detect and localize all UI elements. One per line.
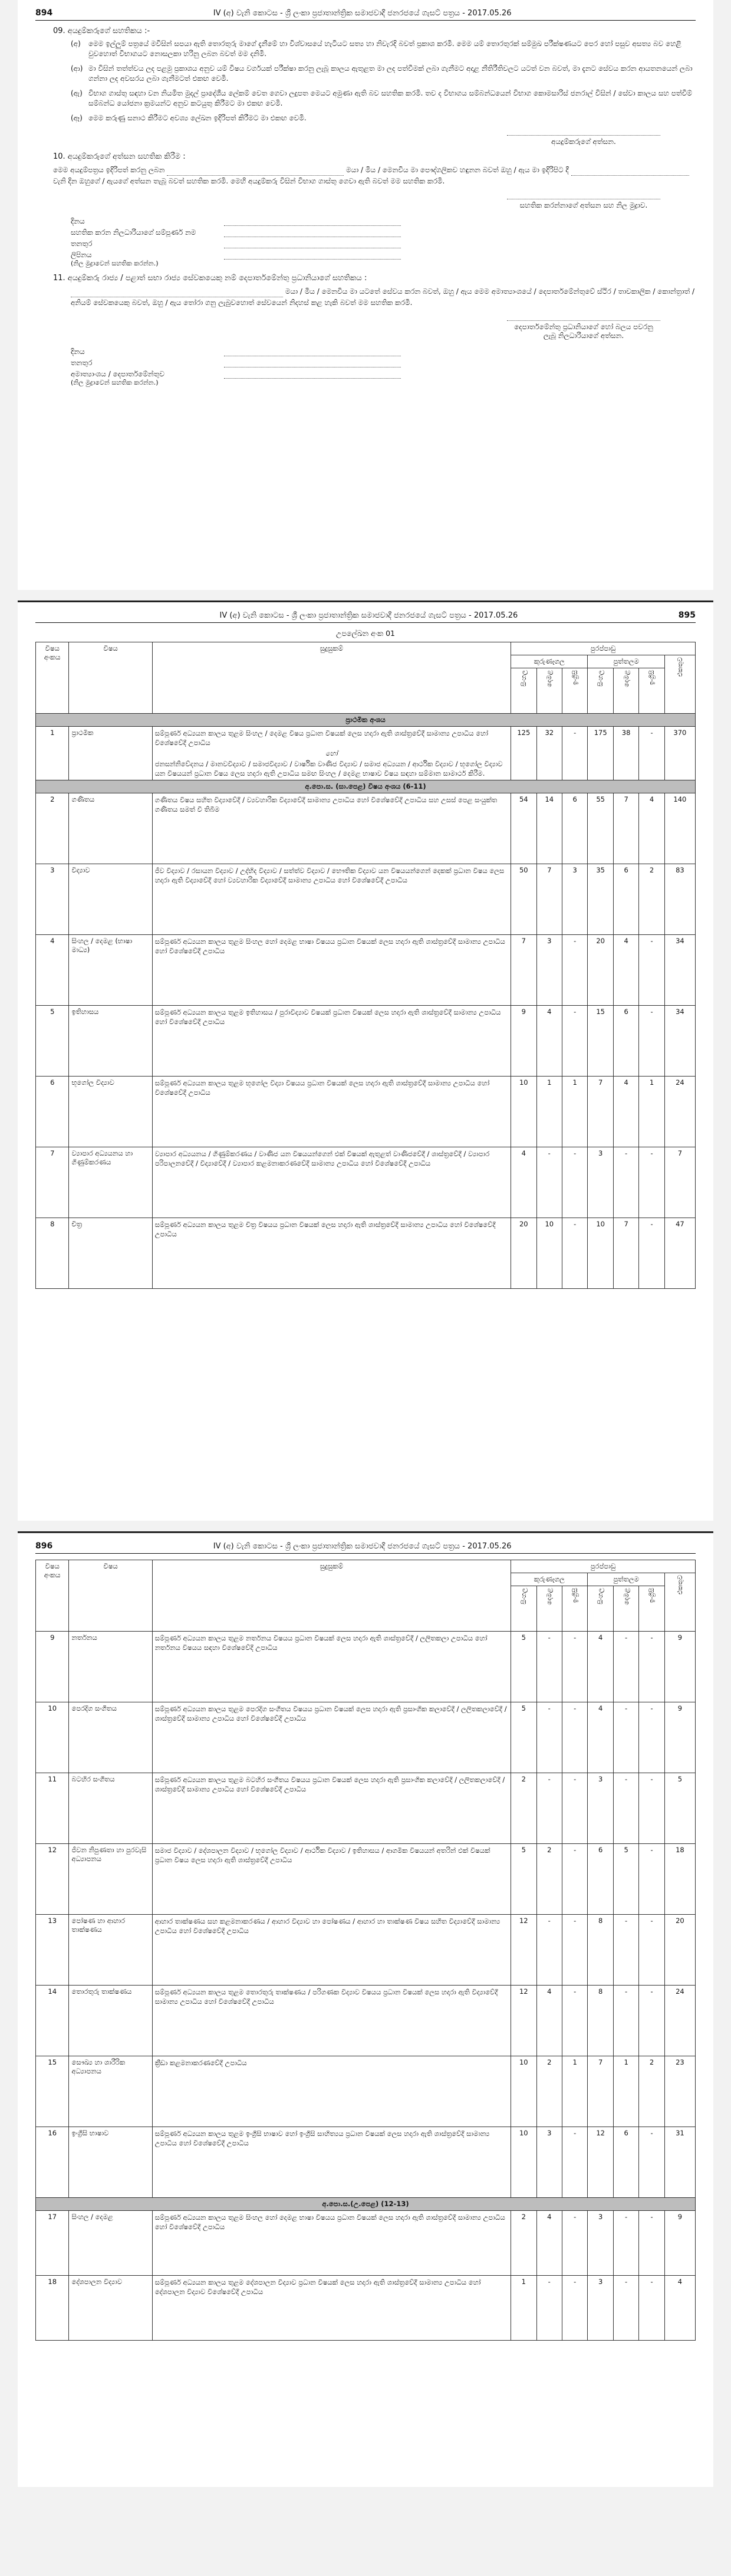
seal-note: (නිල මුද්‍රාවෙන් සහතික කරන්න.) xyxy=(71,379,159,386)
col-header-english: ඉංග්‍රීසි xyxy=(571,1588,579,1603)
vacancy-count: 4 xyxy=(588,1702,613,1773)
subject-name: ව්‍යාපාර අධ්‍යයනය හා ගිණුම්කරණය xyxy=(69,1147,152,1218)
vacancy-count: 4 xyxy=(588,1632,613,1702)
vacancy-count: 2 xyxy=(536,1844,562,1915)
vacancy-count: - xyxy=(613,2211,638,2276)
page-header xyxy=(35,8,696,21)
vacancy-count: 3 xyxy=(562,864,587,935)
vacancy-count: 2 xyxy=(536,2056,562,2127)
subject-number: 11 xyxy=(36,1773,69,1844)
vacancy-count: 55 xyxy=(588,793,613,864)
subject-name: ඉංග්‍රීසි භාෂාව xyxy=(69,2127,152,2198)
ministry-field[interactable] xyxy=(224,371,401,379)
vacancy-count: 3 xyxy=(588,1773,613,1844)
col-header-kurunegala: කුරුණෑගල xyxy=(511,655,588,668)
subject-name: සිංහල / දෙමළ xyxy=(69,2211,152,2276)
signature-line[interactable] xyxy=(507,128,660,136)
col-header-english: ඉංග්‍රීසි xyxy=(571,670,579,685)
table-row xyxy=(36,2276,696,2341)
subject-number: 9 xyxy=(36,1632,69,1702)
designation-field[interactable] xyxy=(224,241,401,248)
subject-number: 4 xyxy=(36,935,69,1006)
qualification-text: ජීව විද්‍යාව / රසායන විද්‍යාව / උද්භිද විද්‍යාව / සත්ත්ව විද්‍යාව / භෞතික විද්‍යාව යන විෂයයන්ගෙන් දෙකක් ප්‍රධාන විෂය ලෙස හදාරා ඇති විද්‍යාවේදී හෝ ව්‍යවහාරික විද්‍යාවේදී සාමාන්‍ය උපාධිය හෝ විශේෂවේදී උපාධිය xyxy=(152,864,511,935)
qualification-text: සම්පූර්ණ අධ්‍යයන කාලය තුළම සිංහල හෝ දෙමළ භාෂා විෂයය ප්‍රධාන විෂයක් ලෙස හදාරා ඇති ශාස්ත්‍රවේදී සාමාන්‍ය උපාධිය හෝ විශේෂවේදී උපාධිය xyxy=(152,2211,511,2276)
subject-name: නර්තනය xyxy=(69,1632,152,1702)
vacancy-total: 24 xyxy=(664,1077,695,1147)
head-signature-block xyxy=(35,313,660,340)
vacancy-count: 4 xyxy=(511,1147,536,1218)
qualification-text: සම්පූර්ණ අධ්‍යයන කාලය තුළම පෙරදිග සංගීතය විෂයය ප්‍රධාන විෂයක් ලෙස හදාරා ඇති ප්‍රසාංගික කලාවේදී / ලලිතකලාවේදී / ශාස්ත්‍රවේදී සාමාන්‍ය උපාධිය හෝ විශේෂවේදී උපාධිය xyxy=(152,1702,511,1773)
subject-number: 13 xyxy=(36,1915,69,1986)
vacancy-count: - xyxy=(639,1986,664,2056)
qualification-text: ව්‍යාපාර අධ්‍යයනය / ගිණුම්කරණය / වාණිජ යන විෂයයන්ගෙන් එක් විෂයක් ඇතුළත් වාණිජවේදී / ශාස්ත්‍රවේදී / ව්‍යාපාර පරිපාලනවේදී / විද්‍යාවේදී / ව්‍යාපාර කළමනාකරණවේදී සාමාන්‍ය උපාධිය හෝ විශේෂවේදී උපාධිය xyxy=(152,1147,511,1218)
col-header-total: එකතුව xyxy=(676,1575,684,1595)
col-header-qualifications: සුදුසුකම් xyxy=(152,642,511,714)
vacancy-count: - xyxy=(639,2211,664,2276)
col-header-total: එකතුව xyxy=(676,657,684,677)
address-field[interactable] xyxy=(224,252,401,260)
vacancy-table-continued xyxy=(35,1560,696,2341)
declaration-item: (අ) මෙම ඉල්ලුම් පත්‍රයේ මවිසින් සපයා ඇති තොරතුරු මාගේ දැනීමේ හා විශ්වාසයේ හැටියට සත්‍ය හා නිවැරදි බවත් ප්‍රකාශ කරමි. මෙම යම් තොරතුරක් සම්මුඛ පරීක්ෂණයට පෙර හෝ පසුව අසත්‍ය බව හෙළි වුවහොත් විභාගයට නොසලකා හරිනු ලබන බවත් මම දනිමි. xyxy=(71,40,681,58)
qualification-text: සම්පූර්ණ අධ්‍යයන කාලය තුළම තොරතුරු තාක්ෂණය / පරිගණක විද්‍යාව විෂයය ප්‍රධාන විෂයක් ලෙස හදාරා ඇති විද්‍යාවේදී සාමාන්‍ය උපාධිය හෝ විශේෂවේදී උපාධිය xyxy=(152,1986,511,2056)
vacancy-count: 4 xyxy=(536,2211,562,2276)
vacancy-count: 3 xyxy=(588,1147,613,1218)
vacancy-count: - xyxy=(639,1773,664,1844)
vacancy-count: 12 xyxy=(511,1986,536,2056)
vacancy-count: - xyxy=(639,2276,664,2341)
table-row xyxy=(36,1632,696,1702)
vacancy-total: 83 xyxy=(664,864,695,935)
vacancy-count: 5 xyxy=(613,1844,638,1915)
rows-al xyxy=(36,2211,696,2341)
vacancy-count: - xyxy=(562,935,587,1006)
rows-ol-part1 xyxy=(36,793,696,1289)
col-header-sinhala: සිංහල xyxy=(519,1588,528,1604)
vacancy-total: 34 xyxy=(664,1006,695,1077)
signature-label: සහතික කරන්නාගේ අත්සන සහ නිල මුද්‍රාව. xyxy=(519,201,648,209)
vacancy-count: 5 xyxy=(511,1844,536,1915)
head-certification-text: මයා / මිය / මෙනවිය මා යටතේ සේවය කරන බවත්, ඔහු / ඇය මෙම අමාත්‍යාංශයේ / දෙපාර්තමේන්තුවේ ස්ථිර / තාවකාලික / කොන්ත්‍රාත් / අනියම් සේවකයෙකු බවත්, ඔහු / ඇය තෝරා ගනු ලැබුවහොත් සේවයෙන් නිදහස් කළ හැකි බවත් මම සහතික කරමි. xyxy=(71,287,695,307)
vacancy-count: 10 xyxy=(511,2056,536,2127)
vacancy-count: - xyxy=(536,1773,562,1844)
vacancy-count: 9 xyxy=(511,1006,536,1077)
subject-number: 16 xyxy=(36,2127,69,2198)
vacancy-count: - xyxy=(562,2127,587,2198)
vacancy-total: 9 xyxy=(664,2211,695,2276)
vacancy-count: 10 xyxy=(536,1218,562,1289)
vacancy-count: - xyxy=(536,1632,562,1702)
vacancy-count: 12 xyxy=(511,1915,536,1986)
declaration-item: (ආ) මා විසින් තත්ත්වය ලද පළමු ප්‍රකාශය අනුව යම් විෂය වර්ගයක් පරීක්ෂා කරනු ලැබූ කාලය ඇතුළත මා ලද පත්වීමක් ලබා ගැනීමට අදාළ නීතිරීතිවලට යටත් වන බවත්, මා දැනට සේවය කරන ආයතනයෙන් ලබා ගන්නා ලද අවසරය ලබා ගැනීමටත් එකඟ වෙමි. xyxy=(71,64,693,83)
rows-ol-part2 xyxy=(36,1632,696,2198)
page-number: 895 xyxy=(678,611,696,620)
qualification-text: සම්පූර්ණ අධ්‍යයන කාලය තුළම සිංහල හෝ දෙමළ භාෂා විෂයය ප්‍රධාන විෂයක් ලෙස හදාරා ඇති ශාස්ත්‍රවේදී සාමාන්‍ය උපාධිය හෝ විශේෂවේදී උපාධිය xyxy=(152,935,511,1006)
section-band: ප්‍රාථමික අංශය xyxy=(36,714,696,727)
signature-line[interactable] xyxy=(507,313,660,321)
certification-text: මෙම අයදුම්පත්‍රය ඉදිරිපත් කරනු ලබන මයා / මිය / මෙනවිය මා පෞද්ගලිකව හඳුනන බවත් ඔහු / ඇය මා ඉදිරිපිට දී වැනි දින ඔහුගේ / ඇයගේ අත්සන තැබූ බවත් සහතික කරමි. මෙහි අයදුම්කරු විසින් විභාග ගාස්තු ගෙවා ඇති බවත් මම සහතික කරමි. xyxy=(53,165,696,187)
vacancy-count: - xyxy=(613,1986,638,2056)
field-label: දිනය xyxy=(71,217,85,225)
vacancy-count: - xyxy=(562,1915,587,1986)
subject-number: 14 xyxy=(36,1986,69,2056)
head-details xyxy=(71,345,696,387)
table-row xyxy=(36,1702,696,1773)
col-header-tamil: දෙමළ xyxy=(545,670,554,687)
col-header-puttalam: පුත්තලම xyxy=(588,655,664,668)
vacancy-total: 31 xyxy=(664,2127,695,2198)
vacancy-count: - xyxy=(639,1147,664,1218)
col-header-kurunegala: කුරුණෑගල xyxy=(511,1573,588,1586)
qualification-text: සම්පූර්ණ අධ්‍යයන කාලය තුළම නර්තනය විෂයය ප්‍රධාන විෂයක් ලෙස හදාරා ඇති ශාස්ත්‍රවේදී / ලලිතකලා උපාධිය හෝ නර්තනය විෂයය සඳහා විශේෂවේදී උපාධිය xyxy=(152,1632,511,1702)
col-header-tamil: දෙමළ xyxy=(622,670,630,687)
field-label: තනතුර xyxy=(71,359,93,367)
col-header-english: ඉංග්‍රීසි xyxy=(648,1588,656,1603)
vacancy-count: 8 xyxy=(588,1986,613,2056)
table-row xyxy=(36,1006,696,1077)
vacancy-count: 2 xyxy=(639,2056,664,2127)
subject-number: 17 xyxy=(36,2211,69,2276)
vacancy-total: 24 xyxy=(664,1986,695,2056)
vacancy-total: 18 xyxy=(664,1844,695,1915)
subject-name: විද්‍යාව xyxy=(69,864,152,935)
subject-number: 18 xyxy=(36,2276,69,2341)
vacancy-count: - xyxy=(613,1915,638,1986)
table-row xyxy=(36,2056,696,2127)
declaration-item: (ඈ) මෙම කරුණු සනාථ කිරීමට අවශ්‍ය ලේඛන ඉදිරිපත් කිරීමට මා එකඟ වෙමි. xyxy=(71,114,307,122)
vacancy-count: 3 xyxy=(536,2127,562,2198)
subject-number: 7 xyxy=(36,1147,69,1218)
vacancy-count: 7 xyxy=(613,793,638,864)
vacancy-total: 4 xyxy=(664,2276,695,2341)
field-label: සහතික කරන නිලධාරියාගේ සම්පූර්ණ නම xyxy=(71,228,196,237)
date-field[interactable] xyxy=(571,168,689,176)
table-row xyxy=(36,935,696,1006)
subject-number: 8 xyxy=(36,1218,69,1289)
subject-name: ඉතිහාසය xyxy=(69,1006,152,1077)
field-label: තනතුර xyxy=(71,239,93,248)
vacancy-total: 7 xyxy=(664,1147,695,1218)
vacancy-count: - xyxy=(562,2211,587,2276)
subject-name: ජීවන නිපුණතා හා පුරවැසි අධ්‍යාපනය xyxy=(69,1844,152,1915)
qualification-text: සම්පූර්ණ අධ්‍යයන කාලය තුළම ඉතිහාසය / පුරාවිද්‍යාව විෂයක් ප්‍රධාන විෂයක් ලෙස හදාරා ඇති ශාස්ත්‍රවේදී සාමාන්‍ය උපාධිය හෝ විශේෂවේදී උපාධිය xyxy=(152,1006,511,1077)
signature-label: අයදුම්කරුගේ අත්සන. xyxy=(551,137,616,146)
col-header-vacancies: පුරප්පාඩු xyxy=(511,642,696,655)
vacancy-count: - xyxy=(613,1147,638,1218)
page-header xyxy=(35,1541,696,1554)
subject-name: බටහිර සංගීතය xyxy=(69,1773,152,1844)
subject-number: 2 xyxy=(36,793,69,864)
subject-name: පෙරදිග සංගීතය xyxy=(69,1702,152,1773)
vacancy-count: 4 xyxy=(536,1986,562,2056)
table-row xyxy=(36,1218,696,1289)
declaration-item: (ඇ) විභාග ගාස්තු සඳහා වන නියමිත මුදල් ප්‍රාදේශීය ලේකම් වෙත ගෙවා ලදුපත මෙයට අමුණා ඇති බව සහතික කරමි. තව ද විභාගය සම්බන්ධයෙන් විභාග කොමසාරිස් ජනරාල් විසින් / සේවා කාලය සහ පත්වීම් සම්බන්ධ යෝජනා ක්‍රමයන්ට අනුව කටයුතු කිරීමට මා එකඟ වෙමි. xyxy=(71,89,692,107)
col-header-subject: විෂය xyxy=(69,642,152,714)
vacancy-count: 1 xyxy=(562,1077,587,1147)
col-header-sinhala: සිංහල xyxy=(597,670,605,687)
vacancy-count: - xyxy=(562,1702,587,1773)
col-header-no: විෂය අංකය xyxy=(36,642,69,714)
vacancy-count: - xyxy=(562,1218,587,1289)
subject-name: ගණිතය xyxy=(69,793,152,864)
vacancy-count: - xyxy=(613,2276,638,2341)
col-header-sinhala: සිංහල xyxy=(519,670,528,687)
vacancy-count: 3 xyxy=(588,2276,613,2341)
signature-label: දෙපාර්තමේන්තු ප්‍රධානියාගේ හෝ බලය පවරනු ලැබූ නිලධාරියාගේ අත්සන. xyxy=(514,323,653,340)
page-header-title: IV (අ) වැනි කොටස - ශ්‍රී ලංකා ප්‍රජාතාන්ත්‍රික සමාජවාදී ජනරජයේ ගැසට් පත්‍රය - 2017.05.26 xyxy=(213,1542,512,1551)
date-field[interactable] xyxy=(224,349,401,356)
seal-note: (නිල මුද්‍රාවෙන් සහතික කරන්න.) xyxy=(71,260,159,267)
subject-name: දේශපාලන විද්‍යාව xyxy=(69,2276,152,2341)
table-row xyxy=(36,1844,696,1915)
vacancy-count: 10 xyxy=(511,2127,536,2198)
vacancy-count: 8 xyxy=(588,1915,613,1986)
vacancy-count: - xyxy=(562,1773,587,1844)
page-header xyxy=(35,611,696,623)
gazette-page-894 xyxy=(18,0,713,590)
date-field[interactable] xyxy=(224,218,401,226)
vacancy-count: - xyxy=(639,1218,664,1289)
vacancy-count: - xyxy=(536,1915,562,1986)
vacancy-count: - xyxy=(639,1702,664,1773)
vacancy-count: 5 xyxy=(511,1632,536,1702)
col-header-tamil: දෙමළ xyxy=(545,1588,554,1605)
vacancy-count: 14 xyxy=(536,793,562,864)
certifier-signature-block xyxy=(35,192,660,210)
vacancy-total: 9 xyxy=(664,1702,695,1773)
vacancy-count: 1 xyxy=(613,2056,638,2127)
vacancy-total: 20 xyxy=(664,1915,695,1986)
subject-name: පෝෂණ හා ආහාර තාක්ෂණය xyxy=(69,1915,152,1986)
field-label: ලිපිනය xyxy=(71,251,92,259)
vacancy-count: 6 xyxy=(613,864,638,935)
vacancy-count: 5 xyxy=(511,1702,536,1773)
qualification-text: සම්පූර්ණ අධ්‍යයන කාලය තුළම ඉංග්‍රීසි භාෂාව හෝ ඉංග්‍රීසි සාහිත්‍යය ප්‍රධාන විෂයක් ලෙස හදාරා ඇති ශාස්ත්‍රවේදී සාමාන්‍ය උපාධිය හෝ විශේෂවේදී උපාධිය xyxy=(152,2127,511,2198)
vacancy-count: 7 xyxy=(536,864,562,935)
subject-name: සිංහල / දෙමළ (භාෂා මාධ්‍ය) xyxy=(69,935,152,1006)
table-row xyxy=(36,1147,696,1218)
vacancy-count: 12 xyxy=(588,2127,613,2198)
vacancy-count: - xyxy=(536,1147,562,1218)
vacancy-count: 7 xyxy=(511,935,536,1006)
section-10-title: 10. අයදුම්කරුගේ අත්සන සහතික කිරීම : xyxy=(53,152,186,161)
vacancy-total: 34 xyxy=(664,935,695,1006)
vacancy-count: 1 xyxy=(639,1077,664,1147)
vacancy-count: - xyxy=(639,1915,664,1986)
vacancy-count: 35 xyxy=(588,864,613,935)
vacancy-count: - xyxy=(639,1006,664,1077)
vacancy-count: - xyxy=(639,935,664,1006)
vacancy-count: 4 xyxy=(613,935,638,1006)
section-band: අ.පො.ස.(උ.පෙළ) (12-13) xyxy=(36,2198,696,2211)
vacancy-count: 4 xyxy=(613,1077,638,1147)
designation-field[interactable] xyxy=(224,360,401,367)
vacancy-count: - xyxy=(613,1773,638,1844)
qualification-text: සමාජ විද්‍යාව / දේශපාලන විද්‍යාව / භූගෝල විද්‍යාව / ආර්ථික විද්‍යාව / ඉතිහාසය / ආගමික විෂයයන් අතරින් එක් විෂයක් ප්‍රධාන විෂය ලෙස හදාරා ඇති ශාස්ත්‍රවේදී උපාධිය xyxy=(152,1844,511,1915)
vacancy-count: 3 xyxy=(588,2211,613,2276)
qualification-text: ගණිතය විෂය සහිත විද්‍යාවේදී / ව්‍යවහාරික විද්‍යාවේදී සාමාන්‍ය උපාධිය හෝ විශේෂවේදී උපාධිය සහ උසස් පෙළ සංයුක්ත ගණිතය සමත් වී තිබීම xyxy=(152,793,511,864)
vacancy-count: - xyxy=(562,1147,587,1218)
table-row xyxy=(36,1986,696,2056)
vacancy-table xyxy=(35,642,696,1289)
subject-number: 12 xyxy=(36,1844,69,1915)
vacancy-count: 4 xyxy=(536,1006,562,1077)
subject-number: 5 xyxy=(36,1006,69,1077)
col-header-english: ඉංග්‍රීසි xyxy=(648,670,656,685)
qualification-text: සම්පූර්ණ අධ්‍යයන කාලය තුළම බටහිර සංගීතය විෂයය ප්‍රධාන විෂයක් ලෙස හදාරා ඇති ප්‍රසාංගික කලාවේදී / ලලිතකලාවේදී / ශාස්ත්‍රවේදී සාමාන්‍ය උපාධිය හෝ විශේෂවේදී උපාධිය xyxy=(152,1773,511,1844)
employee-name-field[interactable] xyxy=(71,290,283,297)
vacancy-count: 6 xyxy=(613,1006,638,1077)
vacancy-total: 9 xyxy=(664,1632,695,1702)
table-row xyxy=(36,2211,696,2276)
vacancy-count: 7 xyxy=(588,1077,613,1147)
qualification-text: ආහාර තාක්ෂණය සහ කළමනාකරණය / ආහාර විද්‍යාව හා පෝෂණය / ආහාර හා තාක්ෂණ විෂය සහිත විද්‍යාවේදී සාමාන්‍ය උපාධිය හෝ විශේෂවේදී උපාධිය xyxy=(152,1915,511,1986)
qualification-text: සම්පූර්ණ අධ්‍යයන කාලය තුළම දේශපාලන විද්‍යාව ප්‍රධාන විෂයක් ලෙස හදාරා ඇති ශාස්ත්‍රවේදී සාමාන්‍ය උපාධිය හෝ දේශපාලන විද්‍යාව විශේෂවේදී උපාධිය xyxy=(152,2276,511,2341)
table-row xyxy=(36,2127,696,2198)
vacancy-count: 6 xyxy=(562,793,587,864)
subject-name: භූගෝල විද්‍යාව xyxy=(69,1077,152,1147)
vacancy-count: - xyxy=(562,1844,587,1915)
vacancy-count: - xyxy=(639,1632,664,1702)
table-row xyxy=(36,793,696,864)
vacancy-count: - xyxy=(562,1632,587,1702)
vacancy-count: 50 xyxy=(511,864,536,935)
table-row: 1 ප්‍රාථමික සම්පූර්ණ අධ්‍යයන කාලය තුළම සිංහල / දෙමළ විෂය ප්‍රධාන විෂයක් ලෙස හදාරා ඇති ශාස්ත්‍රවේදී සාමාන්‍ය උපාධිය හෝ විශේෂවේදී උපාධිය හෝ ජනසන්නිවේදනය / මානවවිද්‍යාව / සමාජවිද්‍යාව / වාර්ෂික වාණිජ විද්‍යාව / සමාජ අධ්‍යයන / ආර්ථික විද්‍යාව / භූගෝල විද්‍යාව යන විෂයයන් ප්‍රධාන විෂය ලෙස හදාරා ඇති උපාධිය සමඟ සිංහල / දෙමළ භාෂාව විෂය සඳහා සම්මාන සාමාර්ථ කිරීම. 125 32 - 175 38 - 370 xyxy=(36,727,696,780)
vacancy-count: - xyxy=(613,1632,638,1702)
page-number: 894 xyxy=(35,8,53,18)
page-header-title: IV (අ) වැනි කොටස - ශ්‍රී ලංකා ප්‍රජාතාන්ත්‍රික සමාජවාදී ජනරජයේ ගැසට් පත්‍රය - 2017.05.26 xyxy=(213,9,512,18)
vacancy-count: - xyxy=(639,2127,664,2198)
vacancy-count: 10 xyxy=(511,1077,536,1147)
vacancy-count: 1 xyxy=(562,2056,587,2127)
vacancy-total: 5 xyxy=(664,1773,695,1844)
col-header-no: විෂය අංකය xyxy=(36,1560,69,1632)
page-number: 896 xyxy=(35,1541,53,1551)
vacancy-count: 3 xyxy=(536,935,562,1006)
vacancy-count: 10 xyxy=(588,1218,613,1289)
qualification-text: සම්පූර්ණ අධ්‍යයන කාලය තුළම චිත්‍ර විෂයය ප්‍රධාන විෂයක් ලෙස හදාරා ඇති ශාස්ත්‍රවේදී සාමාන්‍ය උපාධිය හෝ විශේෂවේදී උපාධිය xyxy=(152,1218,511,1289)
applicant-name-field[interactable] xyxy=(167,168,344,176)
vacancy-count: 15 xyxy=(588,1006,613,1077)
vacancy-count: 2 xyxy=(639,864,664,935)
vacancy-count: 4 xyxy=(639,793,664,864)
table-row xyxy=(36,864,696,935)
col-header-vacancies: පුරප්පාඩු xyxy=(511,1560,696,1573)
vacancy-count: 2 xyxy=(511,2211,536,2276)
certifier-name-field[interactable] xyxy=(224,229,401,237)
vacancy-count: 6 xyxy=(588,1844,613,1915)
vacancy-total: 140 xyxy=(664,793,695,864)
schedule-title: උපලේඛන අංක 01 xyxy=(335,629,395,638)
section-band: අ.පො.ස. (සා.පෙළ) විෂය අංශය (6-11) xyxy=(36,780,696,793)
vacancy-count: - xyxy=(562,2276,587,2341)
table-row xyxy=(36,1773,696,1844)
signature-line[interactable] xyxy=(507,192,660,199)
col-header-subject: විෂය xyxy=(69,1560,152,1632)
subject-name: චිත්‍ර xyxy=(69,1218,152,1289)
gazette-page-896 xyxy=(18,1531,713,2487)
qualification-text: සම්පූර්ණ අධ්‍යයන කාලය තුළම භූගෝල විද්‍යා විෂයය ප්‍රධාන විෂයක් ලෙස හදාරා ඇති ශාස්ත්‍රවේදී සාමාන්‍ය උපාධිය හෝ විශේෂවේදී උපාධිය xyxy=(152,1077,511,1147)
col-header-tamil: දෙමළ xyxy=(622,1588,630,1605)
col-header-puttalam: පුත්තලම xyxy=(588,1573,664,1586)
vacancy-count: 2 xyxy=(511,1773,536,1844)
certifier-details xyxy=(71,215,696,268)
table-row xyxy=(36,1077,696,1147)
vacancy-total: 47 xyxy=(664,1218,695,1289)
section-9-title: 09. අයදුම්කරුගේ සහතිකය :- xyxy=(53,27,150,35)
applicant-signature-block xyxy=(35,128,660,146)
subject-name: තොරතුරු තාක්ෂණය xyxy=(69,1986,152,2056)
vacancy-count: 54 xyxy=(511,793,536,864)
vacancy-total: 23 xyxy=(664,2056,695,2127)
subject-number: 15 xyxy=(36,2056,69,2127)
subject-number: 10 xyxy=(36,1702,69,1773)
col-header-sinhala: සිංහල xyxy=(597,1588,605,1604)
subject-number: 6 xyxy=(36,1077,69,1147)
field-label: අමාත්‍යාංශය / දෙපාර්තමේන්තුව xyxy=(71,370,165,378)
page-header-title: IV (අ) වැනි කොටස - ශ්‍රී ලංකා ප්‍රජාතාන්ත්‍රික සමාජවාදී ජනරජයේ ගැසට් පත්‍රය - 2017.05.26 xyxy=(219,611,518,620)
qualification-text: ක්‍රීඩා කළමනාකරණවේදී උපාධිය xyxy=(152,2056,511,2127)
vacancy-count: - xyxy=(536,1702,562,1773)
vacancy-count: 6 xyxy=(613,2127,638,2198)
subject-number: 3 xyxy=(36,864,69,935)
section-11-title: 11. අයදුම්කරු රාජ්‍ය / පළාත් සභා රාජ්‍ය සේවකයෙකු නම් දෙපාර්තමේන්තු ප්‍රධානියාගේ සහතිකය : xyxy=(53,274,367,283)
vacancy-count: 1 xyxy=(511,2276,536,2341)
vacancy-count: 20 xyxy=(511,1218,536,1289)
field-label: දිනය xyxy=(71,347,85,356)
table-row xyxy=(36,1915,696,1986)
vacancy-count: 7 xyxy=(613,1218,638,1289)
vacancy-count: - xyxy=(562,1986,587,2056)
vacancy-count: - xyxy=(562,1006,587,1077)
vacancy-count: - xyxy=(613,1702,638,1773)
subject-name: සෞඛ්‍ය හා ශාරීරික අධ්‍යාපනය xyxy=(69,2056,152,2127)
vacancy-count: 20 xyxy=(588,935,613,1006)
vacancy-count: - xyxy=(639,1844,664,1915)
col-header-qualifications: සුදුසුකම් xyxy=(152,1560,511,1632)
vacancy-count: 1 xyxy=(536,1077,562,1147)
vacancy-count: - xyxy=(536,2276,562,2341)
vacancy-count: 7 xyxy=(588,2056,613,2127)
gazette-page-895 xyxy=(18,600,713,1521)
